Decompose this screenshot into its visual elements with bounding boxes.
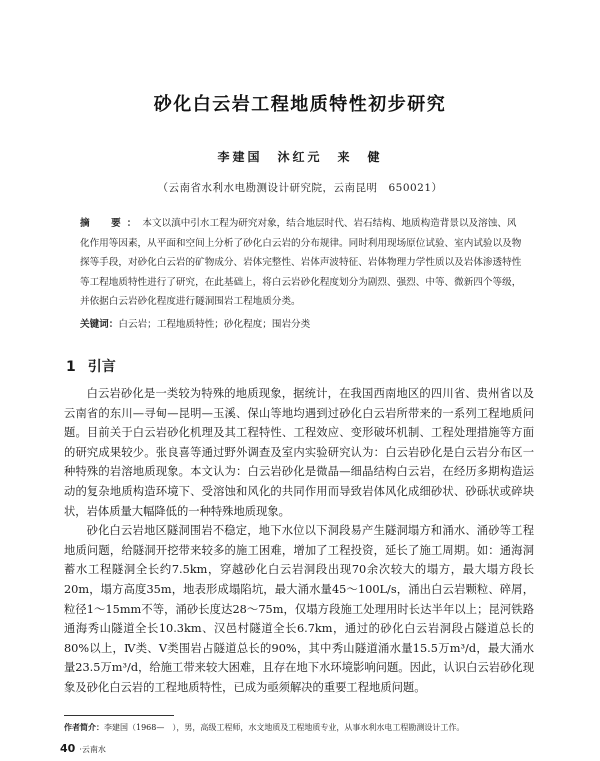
footnote-label: 作者简介：	[64, 723, 104, 732]
footnote-divider	[64, 715, 174, 716]
footnote-text: 李建国（1968— ），男，高级工程师，水文地质及工程地质专业，从事水利水电工程勘测设计工作。	[104, 723, 465, 732]
section-number: 1	[66, 359, 76, 375]
paper-title: 砂化白云岩工程地质特性初步研究	[153, 94, 447, 115]
abstract	[80, 214, 522, 312]
section-heading	[66, 356, 116, 376]
section-title: 引言	[87, 359, 116, 375]
body-paragraph: 白云岩砂化是一类较为特殊的地质现象，据统计，在我国西南地区的四川省、贵州省以及云南省的东川—寻甸—昆明—玉溪、保山等地均遇到过砂化白云岩所带来的一系列工程地质问题。目前关于白云岩砂化机理及其工程特性、工程效应、变形破坏机制、工程处理措施等方面的研究成果较少。张良喜等通过野外调查及室内实验研究认为：白云岩砂化是白云岩分布区一种特殊的岩溶地质现象。本文认为：白云岩砂化是微晶—细晶结构白云岩，在经历多期构造运动的复杂地质构造环境下、受溶蚀和风化的共同作用而导致岩体风化成细砂状、砂砾状或碎块状，岩体质量大幅降低的一种特殊地质现象。	[64, 387, 534, 518]
abstract-text: 本文以滇中引水工程为研究对象，结合地层时代、岩石结构、地质构造背景以及溶蚀、风化作用等因素，从平面和空间上分析了砂化白云岩的分布规律。同时利用现场原位试验、室内试验以及物探等手段，对砂化白云岩的矿物成分、岩体完整性、岩体声波特征、岩体物理力学性质以及岩体渗透特性等工程地质特性进行了研究，在此基础上，将白云岩砂化程度划分为剧烈、强烈、中等、微新四个等级，并依据白云岩砂化程度进行隧洞围岩工程地质分类。	[80, 218, 522, 307]
keywords-text: 白云岩；工程地质特性；砂化程度；围岩分类	[118, 319, 311, 330]
body-text	[64, 384, 534, 698]
keywords-label: 关键词：	[80, 319, 119, 330]
page-footer	[60, 742, 106, 755]
page-number: 40	[60, 742, 76, 755]
keywords	[80, 316, 522, 334]
journal-mark: ·云南水	[79, 745, 106, 754]
abstract-label: 摘 要：	[80, 218, 143, 229]
author-affiliation: （云南省水利水电勘测设计研究院，云南昆明 650021）	[157, 182, 443, 194]
body-paragraph: 砂化白云岩地区隧洞围岩不稳定，地下水位以下洞段易产生隧洞塌方和涌水、涌砂等工程地质问题，给隧洞开挖带来较多的施工困难，增加了工程投资，延长了施工周期。如：通海洞蓄水工程隧洞全长约7.5km，穿越砂化白云岩洞段出现70余次较大的塌方，最大塌方段长20m，塌方高度35m，地表形成塌陷坑，最大涌水量45～100L/s，涌出白云岩颗粒、碎屑，粒径1～15mm不等，涌砂长度达28～75m，仅塌方段施工处理用时长达半年以上；昆河铁路通海秀山隧道全长10.3km、汉邑村隧道全长6.7km，通过的砂化白云岩洞段占隧道总长的80%以上，Ⅳ类、Ⅴ类围岩占隧道总长的90%，其中秀山隧道涌水量15.5万m³/d，最大涌水量23.5万m³/d，给施工带来较大困难，且存在地下水环境影响问题。因此，认识白云岩砂化现象及砂化白云岩的工程地质特性，已成为亟须解决的重要工程地质问题。	[64, 524, 534, 694]
author-footnote	[64, 722, 544, 733]
author-list: 李建国 沐红元 来 健	[217, 150, 383, 164]
